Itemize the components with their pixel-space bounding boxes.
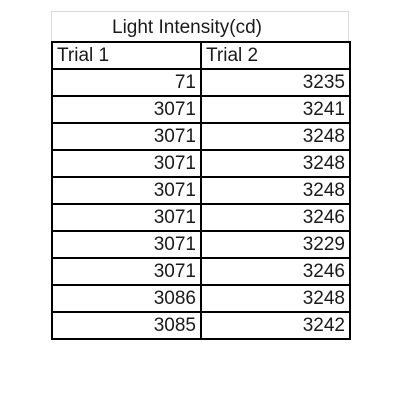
column-header-trial-1[interactable]: Trial 1: [52, 42, 201, 69]
trial-2-cell[interactable]: 3242: [201, 312, 350, 339]
column-header-trial-2[interactable]: Trial 2: [201, 42, 350, 69]
trial-2-cell[interactable]: 3248: [201, 123, 350, 150]
trial-1-cell[interactable]: 71: [52, 69, 201, 96]
table-row: [52, 231, 350, 258]
trial-1-cell[interactable]: 3071: [52, 231, 201, 258]
trial-2-cell[interactable]: 3248: [201, 285, 350, 312]
trial-1-cell[interactable]: 3071: [52, 204, 201, 231]
table-row: [52, 312, 350, 339]
trial-2-cell[interactable]: 3241: [201, 96, 350, 123]
table-title: Light Intensity(cd): [112, 17, 262, 38]
data-sheet: [51, 11, 349, 340]
trial-1-cell[interactable]: 3085: [52, 312, 201, 339]
trial-2-cell[interactable]: 3248: [201, 177, 350, 204]
trial-1-cell[interactable]: 3071: [52, 150, 201, 177]
table-row: [52, 204, 350, 231]
trial-1-cell[interactable]: 3071: [52, 177, 201, 204]
trial-2-cell[interactable]: 3235: [201, 69, 350, 96]
table-row: [52, 96, 350, 123]
table-row: [52, 258, 350, 285]
table-row: [52, 150, 350, 177]
trial-2-cell[interactable]: 3248: [201, 150, 350, 177]
trial-2-cell[interactable]: 3246: [201, 204, 350, 231]
table-row: [52, 69, 350, 96]
trial-1-cell[interactable]: 3071: [52, 123, 201, 150]
trial-1-cell[interactable]: 3086: [52, 285, 201, 312]
trial-1-cell[interactable]: 3071: [52, 258, 201, 285]
table-row: [52, 123, 350, 150]
table-row: [52, 285, 350, 312]
trial-2-cell[interactable]: 3246: [201, 258, 350, 285]
trial-1-cell[interactable]: 3071: [52, 96, 201, 123]
table-title-cell[interactable]: [51, 11, 349, 41]
table-row: [52, 177, 350, 204]
trial-2-cell[interactable]: 3229: [201, 231, 350, 258]
data-table: [51, 41, 351, 340]
header-row: [52, 42, 350, 69]
